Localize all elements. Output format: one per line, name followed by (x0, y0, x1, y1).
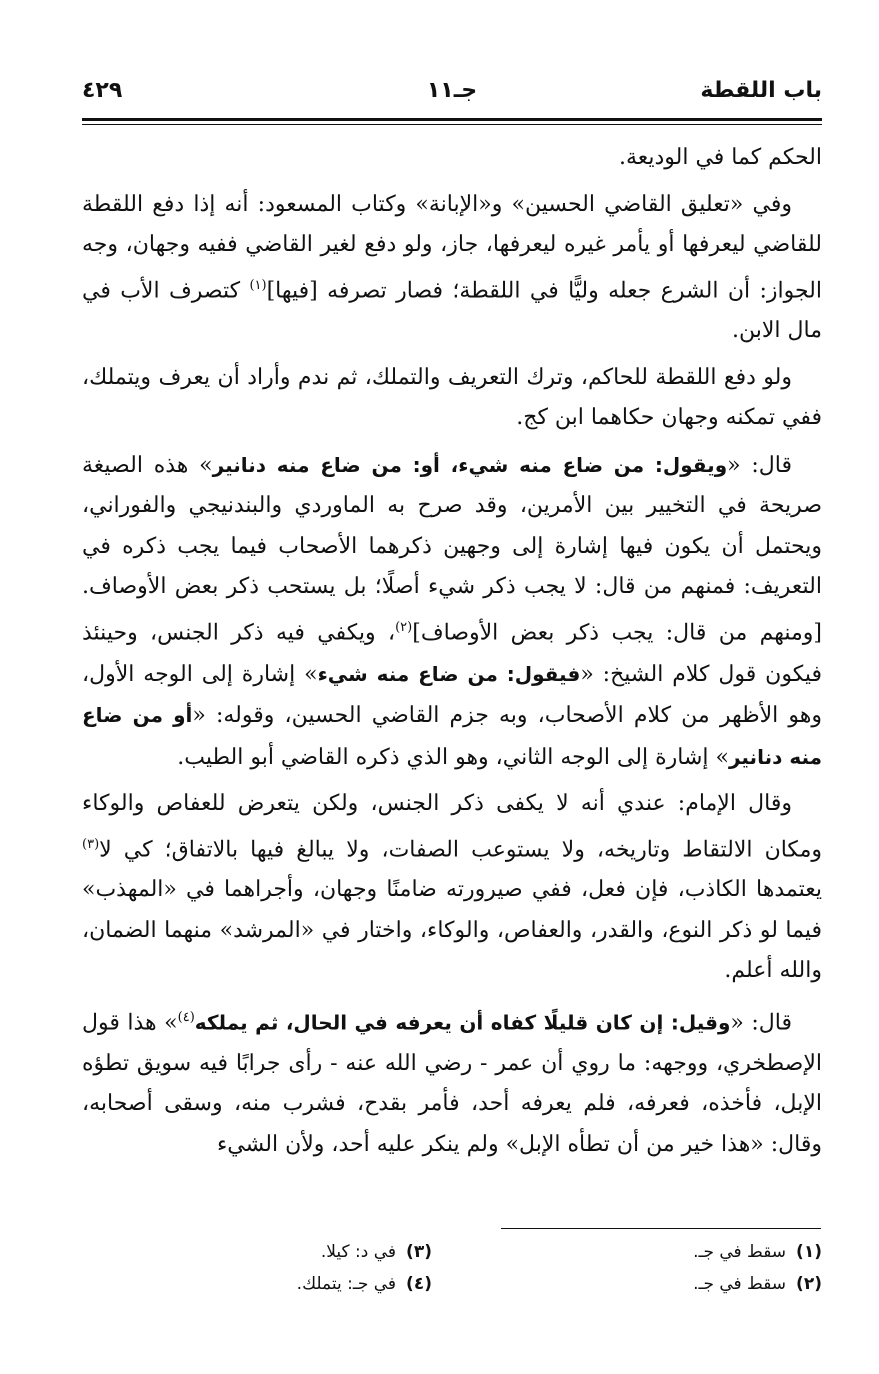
p4-part-f: » إشارة إلى الوجه الثاني، وهو الذي ذكره القاضي أبو الطيب. (177, 744, 729, 770)
footnote-2 (693, 1274, 822, 1294)
p5-part-b: يعتمدها الكاذب، فإن فعل، ففي صيرورته ضامنًا وجهان، وأجراهما في «المهذب» فيما لو ذكر النوع، والقدر، والعفاص، والوكاء، واختار في «المرشد» منهما الضمان، والله أعلم. (82, 877, 822, 984)
footnote-1 (693, 1242, 822, 1262)
footnote-ref-3[interactable]: (٣) (82, 836, 100, 852)
footnote-4 (297, 1274, 432, 1294)
p4-part-a: قال: « (727, 452, 792, 478)
footnote-4-number: (٤) (406, 1274, 432, 1294)
footnote-1-text: سقط في جـ. (693, 1242, 787, 1262)
footnote-2-text: سقط في جـ. (693, 1274, 787, 1294)
matn-quote-4: وقيل: إن كان قليلًا كفاه أن يعرفه في الحال، ثم يملكه (194, 1010, 731, 1035)
paragraph-3 (82, 358, 822, 439)
p4-part-d: ، ويكفي فيه ذكر الجنس، وحينئذ فيكون قول كلام الشيخ: « (82, 620, 822, 687)
footnote-4-text: في جـ: يتملك. (296, 1274, 397, 1294)
footnote-ref-2[interactable]: (٢) (395, 619, 413, 635)
page-header (82, 74, 822, 114)
p2-text: وفي «تعليق القاضي الحسين» و«الإبانة» وكتاب المسعود: أنه إذا دفع اللقطة للقاضي ليعرفها أو يأمر غيره ليعرفها، جاز، ولو دفع لغير القاضي ففيه وجهان، وجه الجواز: أن الشرع جعله وليًّا في اللقطة؛ فصار تصرفه [فيها] (82, 191, 822, 303)
footnote-ref-4[interactable]: (٤) (177, 1009, 195, 1025)
footnote-3 (321, 1242, 432, 1262)
paragraph-6 (82, 998, 822, 1165)
volume-label: جـ١١ (426, 78, 478, 103)
footnote-1-number: (١) (796, 1242, 822, 1262)
matn-quote-3: أو من ضاع منه دنانير (82, 703, 822, 769)
footnote-3-number: (٣) (406, 1242, 432, 1262)
paragraph-5 (82, 784, 822, 992)
page-number: ٤٢٩ (82, 78, 123, 103)
p1-text: الحكم كما في الوديعة. (618, 145, 822, 170)
paragraph-4 (82, 445, 822, 778)
p4-part-e: » إشارة إلى الوجه الأول، وهو الأظهر من كلام الأصحاب، وبه جزم القاضي الحسين، وقوله: « (82, 661, 822, 729)
chapter-title: باب اللقطة (700, 78, 822, 103)
main-text (82, 138, 822, 1171)
header-rule-thin (82, 124, 822, 125)
matn-quote-2: فيقول: من ضاع منه شيء (317, 661, 581, 686)
footnote-3-text: في د: كيلا. (320, 1242, 397, 1262)
footnotes (82, 1242, 822, 1312)
footnote-separator (501, 1228, 821, 1229)
p3-text: ولو دفع اللقطة للحاكم، وترك التعريف والتملك، ثم ندم وأراد أن يعرف ويتملك، ففي تمكنه وجهان حكاهما ابن كج. (82, 364, 822, 431)
matn-quote-1: ويقول: من ضاع منه شيء، أو: من ضاع منه دنانير (212, 452, 728, 477)
p6-part-a: قال: « (730, 1010, 792, 1036)
p2-tail: كتصرف الأب في مال الابن. (82, 277, 822, 344)
footnote-ref-1[interactable]: (١) (249, 277, 267, 293)
paragraph-1 (82, 138, 822, 179)
p5-part-a: وقال الإمام: عندي أنه لا يكفى ذكر الجنس، ولكن يتعرض للعفاص والوكاء ومكان الالتقاط وتاريخه، ولا يستوعب الصفات، ولا يبالغ فيها بالاتفاق؛ كي لا (82, 791, 822, 862)
p4-part-c: » هذه الصيغة صريحة في التخيير بين الأمرين، وقد صرح به الماوردي والبندنيجي والفوراني، ويحتمل أن يكون فيها إشارة إلى وجهين ذكرهما الأصحاب فيما يجب ذكره في التعريف: فمنهم من قال: لا يجب ذكر شيء أصلًا؛ بل يستحب ذكر بعض الأوصاف. [ومنهم من قال: يجب ذكر بعض الأوصاف] (82, 452, 822, 646)
p6-part-c: » هذا قول الإصطخري، ووجهه: ما روي أن عمر - رضي الله عنه - رأى جرابًا فيه سويق تطؤه الإبل، فأخذه، فعرفه، فلم يعرفه أحد، فأمر بقدح، فشرب منه، وسقى أصحابه، وقال: «هذا خير من أن تطأه الإبل» ولم ينكر عليه أحد، ولأن الشيء (82, 1010, 822, 1157)
paragraph-2 (82, 185, 822, 352)
footnote-2-number: (٢) (796, 1274, 822, 1294)
header-rule-thick (82, 118, 822, 121)
